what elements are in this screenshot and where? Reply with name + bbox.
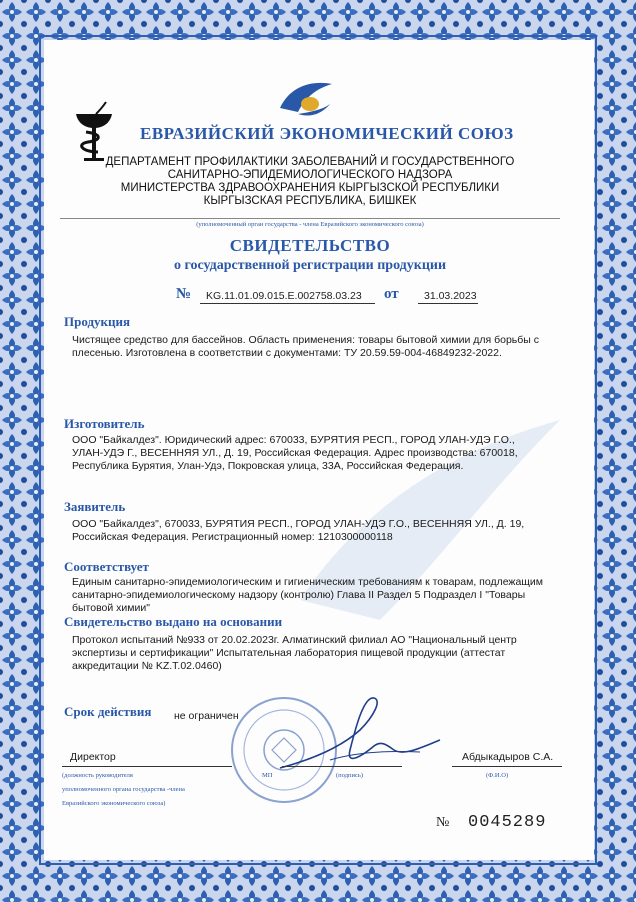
- registration-date: 31.03.2023: [424, 290, 477, 302]
- conforms-line-1: Единым санитарно-эпидемиологическим и гигиеническим требованиям к товарам, подлежащим: [72, 576, 544, 588]
- manufacturer-line-2: УЛАН-УДЭ Г., ВЕСЕННЯЯ УЛ., Д. 19, Российская Федерация. Адрес производства: 670018,: [72, 447, 518, 459]
- product-heading: Продукция: [64, 314, 131, 329]
- department-line-3: МИНИСТЕРСТВА ЗДРАВООХРАНЕНИЯ КЫРГЫЗСКОЙ РЕСПУБЛИКИ: [120, 182, 500, 194]
- position-note-line-3: Евразийского экономического союза): [62, 800, 166, 807]
- validity-value: не ограничен: [174, 710, 239, 722]
- signatory-name: Абдыкадыров С.А.: [462, 751, 554, 763]
- manufacturer-heading: Изготовитель: [64, 416, 145, 431]
- from-label: от: [384, 286, 399, 302]
- certificate-subtitle: о государственной регистрации продукции: [173, 258, 447, 273]
- stamp-label: МП: [262, 772, 273, 779]
- product-line-1: Чистящее средство для бассейнов. Область применения: товары бытовой химии для борьбы с: [72, 334, 539, 346]
- signature-label: (подпись): [336, 772, 363, 779]
- department-line-2: САНИТАРНО-ЭПИДЕМИОЛОГИЧЕСКОГО НАДЗОРА: [167, 169, 453, 181]
- manufacturer-line-1: ООО "Байкалдез". Юридический адрес: 670033, БУРЯТИЯ РЕСП., ГОРОД УЛАН-УДЭ Г.О.,: [72, 434, 515, 446]
- union-title: ЕВРАЗИЙСКИЙ ЭКОНОМИЧЕСКИЙ СОЮЗ: [140, 124, 514, 143]
- basis-line-1: Протокол испытаний №933 от 20.02.2023г. Алматинский филиал АО "Национальный центр: [72, 634, 517, 646]
- authorized-body-note: (уполномоченный орган государства - члена Евразийского экономического союза): [196, 221, 424, 228]
- applicant-line-1: ООО "Байкалдез", 670033, БУРЯТИЯ РЕСП., ГОРОД УЛАН-УДЭ Г.О., ВЕСЕННЯЯ УЛ., Д. 19,: [72, 518, 525, 530]
- eaeu-logo-icon: [276, 78, 336, 122]
- bowl-of-hygieia-icon: [72, 100, 116, 162]
- department-line-1: ДЕПАРТАМЕНТ ПРОФИЛАКТИКИ ЗАБОЛЕВАНИЙ И ГОСУДАРСТВЕННОГО: [105, 156, 515, 168]
- conforms-line-2: санитарно-эпидемиологическому надзору (контролю) Глава II Раздел 5 Подраздел I "Товары: [72, 589, 526, 601]
- signatory-position: Директор: [70, 751, 116, 763]
- position-note-line-2: уполномоченного органа государства -члена: [62, 786, 185, 793]
- position-note-line-1: (должность руководителя: [62, 772, 133, 779]
- serial-sign: №: [436, 815, 450, 830]
- serial-number: 0045289: [468, 813, 547, 832]
- number-sign: №: [176, 286, 192, 302]
- conforms-heading: Соответствует: [64, 559, 149, 574]
- manufacturer-line-3: Республика Бурятия, Улан-Удэ, Покровская улица, 33А, Российская Федерация.: [72, 460, 464, 472]
- basis-heading: Свидетельство выдано на основании: [64, 614, 283, 629]
- applicant-heading: Заявитель: [64, 499, 126, 514]
- basis-line-3: аккредитации № KZ.T.02.0460): [72, 660, 222, 672]
- product-line-2: плесенью. Изготовлена в соответствии с документами: ТУ 20.59.59-004-46849232-2022.: [72, 347, 502, 359]
- fio-label: (Ф.И.О): [486, 772, 509, 779]
- certificate-title: СВИДЕТЕЛЬСТВО: [229, 236, 391, 255]
- basis-line-2: экспертизы и сертификации" Испытательная лаборатория пищевой продукции (аттестат: [72, 647, 506, 659]
- registration-number: KG.11.01.09.015.E.002758.03.23: [206, 290, 362, 302]
- department-line-4: КЫРГЫЗСКАЯ РЕСПУБЛИКА, БИШКЕК: [203, 195, 417, 207]
- applicant-line-2: Российская Федерация. Регистрационный номер: 1210300000118: [72, 531, 393, 543]
- conforms-line-3: бытовой химии": [72, 602, 150, 614]
- validity-heading: Срок действия: [64, 704, 152, 719]
